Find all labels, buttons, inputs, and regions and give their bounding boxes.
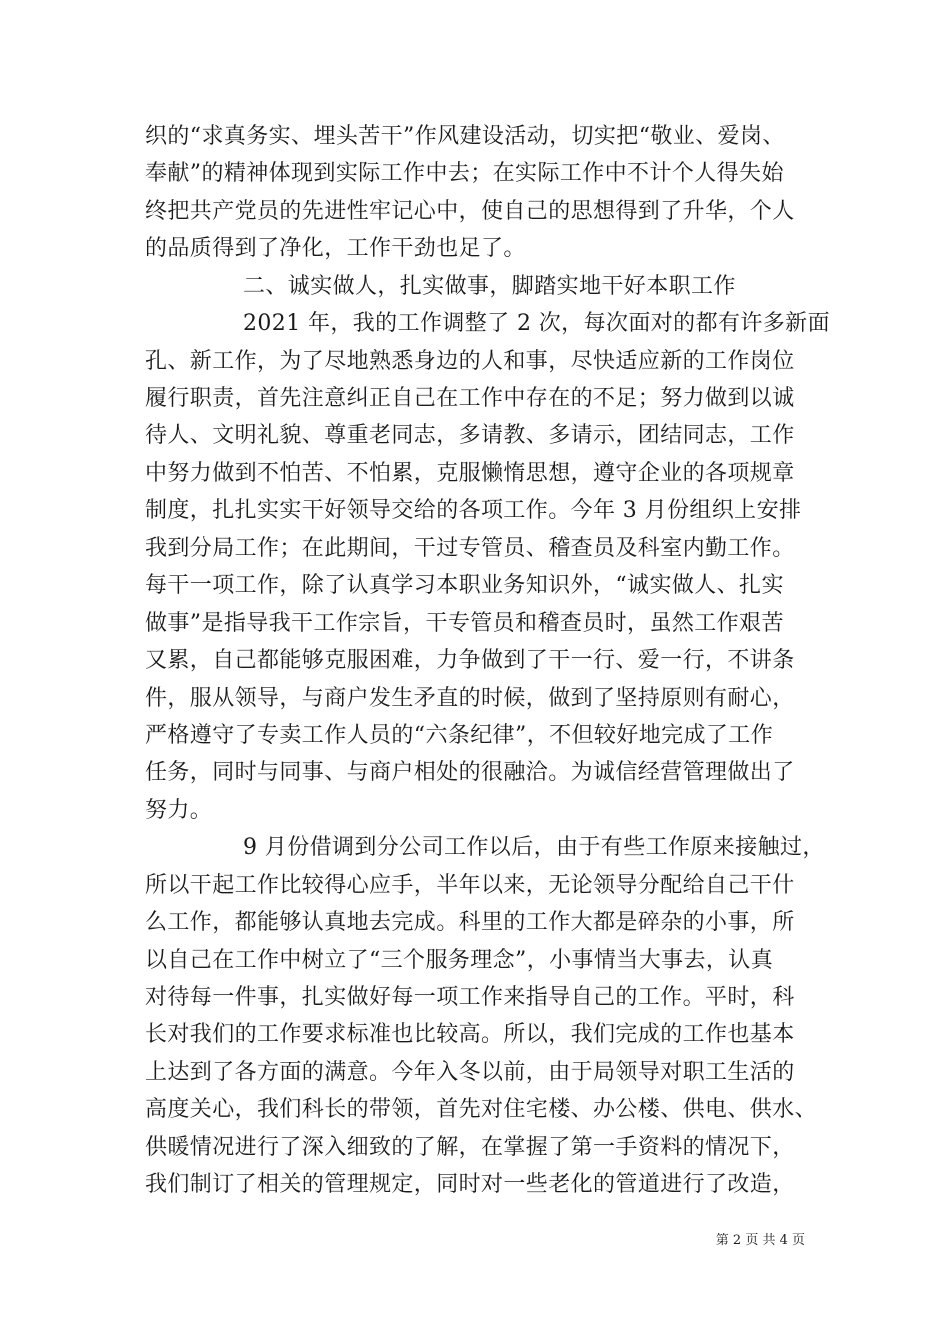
body-text-line: 对待每一件事，扎实做好每一项工作来指导自己的工作。平时，科 [145,985,795,1010]
body-text-line: 9 月份借调到分公司工作以后，由于有些工作原来接触过， [243,835,825,860]
body-text-line: 所以干起工作比较得心应手，半年以来，无论领导分配给自己干什 [145,873,795,898]
body-text-line: 2021 年，我的工作调整了 2 次，每次面对的都有许多新面 [243,311,830,336]
body-text-line: 长对我们的工作要求标准也比较高。所以，我们完成的工作也基本 [145,1022,795,1047]
body-text-line: 终把共产党员的先进性牢记心中，使自己的思想得到了升华，个人 [145,199,795,224]
body-text-line: 每干一项工作，除了认真学习本职业务知识外，“诚实做人、扎实 [145,573,784,598]
body-text-line: 我们制订了相关的管理规定，同时对一些老化的管道进行了改造， [145,1172,795,1197]
body-text-line: 件，服从领导，与商户发生矛直的时候，做到了坚持原则有耐心， [145,686,795,711]
body-text-line: 织的“求真务实、埋头苦干”作风建设活动，切实把“敬业、爱岗、 [145,124,785,149]
body-text-line: 高度关心，我们科长的带领，首先对住宅楼、办公楼、供电、供水、 [145,1097,818,1122]
body-text-line: 严格遵守了专卖工作人员的“六条纪律”，不但较好地完成了工作 [145,723,774,748]
body-text-line: 么工作，都能够认真地去完成。科里的工作大都是碎杂的小事，所 [145,910,795,935]
body-text-line: 制度，扎扎实实干好领导交给的各项工作。今年 3 月份组织上安排 [145,498,802,523]
body-text-line: 奉献”的精神体现到实际工作中去；在实际工作中不计个人得失始 [145,161,784,186]
body-text-line: 上达到了各方面的满意。今年入冬以前，由于局领导对职工生活的 [145,1060,795,1085]
body-text-line: 我到分局工作；在此期间，干过专管员、稽查员及科室内勤工作。 [145,536,795,561]
body-text-line: 中努力做到不怕苦、不怕累，克服懒惰思想，遵守企业的各项规章 [145,461,795,486]
body-text-line: 做事”是指导我干工作宗旨，干专管员和稽查员时，虽然工作艰苦 [145,611,784,636]
body-text-line: 努力。 [145,798,213,823]
body-text-line: 又累，自己都能够克服困难，力争做到了干一行、爱一行，不讲条 [145,648,795,673]
body-text-line: 的品质得到了净化，工作干劲也足了。 [145,236,526,261]
body-text-line: 任务，同时与同事、与商户相处的很融洽。为诚信经营管理做出了 [145,760,795,785]
page-number-footer: 第 2 页 共 4 页 [715,1233,805,1248]
section-heading: 二、诚实做人，扎实做事，脚踏实地干好本职工作 [243,274,736,299]
body-text-line: 待人、文明礼貌、尊重老同志，多请教、多请示，团结同志，工作 [145,423,795,448]
body-text-line: 孔、新工作，为了尽地熟悉身边的人和事，尽快适应新的工作岗位 [145,349,795,374]
body-text-line: 以自己在工作中树立了“三个服务理念”，小事情当大事去，认真 [145,948,774,973]
body-text-line: 履行职责，首先注意纠正自己在工作中存在的不足；努力做到以诚 [145,386,795,411]
body-text-line: 供暖情况进行了深入细致的了解，在掌握了第一手资料的情况下， [145,1135,795,1160]
